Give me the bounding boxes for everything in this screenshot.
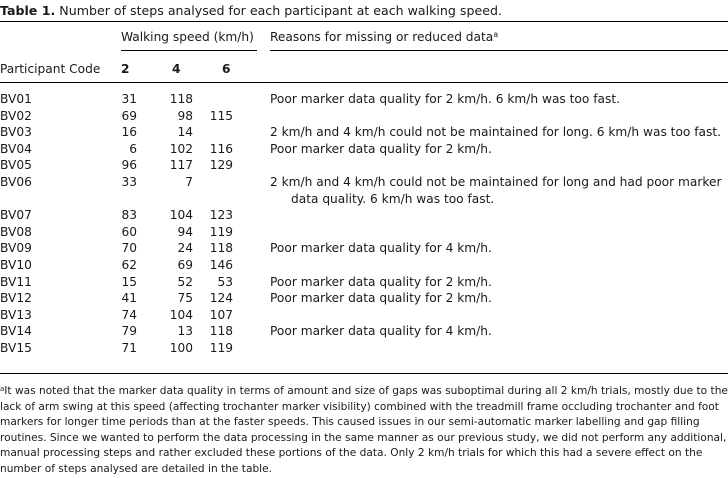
bottom-rule [0, 373, 728, 374]
steps-4kmh: 98 [177, 108, 193, 123]
header-bottom-rule [0, 82, 728, 83]
missing-data-reason: Poor marker data quality for 2 km/h. [270, 274, 492, 289]
missing-data-reason: Poor marker data quality for 4 km/h. [270, 324, 492, 339]
participant-code: BV15 [0, 341, 32, 355]
steps-2kmh: 96 [121, 158, 137, 173]
header-participant-code: Participant Code [0, 62, 101, 76]
table-label: Table 1. [0, 3, 56, 18]
steps-4kmh: 94 [177, 224, 193, 239]
steps-4kmh: 7 [185, 175, 193, 189]
participant-code: BV13 [0, 307, 32, 322]
steps-6kmh: 118 [209, 324, 233, 339]
table-caption-text: Number of steps analysed for each participant at each walking speed. [59, 3, 502, 18]
header-speed-4: 4 [172, 62, 181, 76]
steps-4kmh: 14 [177, 125, 193, 140]
participant-code: BV09 [0, 241, 32, 256]
steps-2kmh: 62 [121, 258, 137, 272]
top-rule [0, 21, 728, 22]
missing-data-reason-continued: data quality. 6 km/h was too fast. [291, 191, 495, 206]
header-reasons: Reasons for missing or reduced data$^a$ [270, 30, 499, 44]
footnote-text: It was noted that the marker data quality in terms of amount and size of gaps was suboptimal during all 2 km/h trials, mostly due to the lack of arm swing at this speed (affecting trochanter marker visibility) combined with the treadmill frame occluding trochanter and foot markers for longer time periods than at the faster speeds. This caused issues in our semi-automatic marker labelling and gap filling routines. Since we wanted to perform the data processing in the same manner as our previous study, we did not perform any additional, manual processing steps and rather excluded these portions of the data. Only 2 km/h trials for which this had a severe effect on the number of steps analysed are detailed in the table. [0, 385, 728, 475]
steps-2kmh: 16 [121, 125, 137, 140]
steps-6kmh: 123 [209, 208, 233, 223]
missing-data-reason: 2 km/h and 4 km/h could not be maintained for long. 6 km/h was too fast. [270, 125, 721, 140]
steps-2kmh: 83 [121, 208, 137, 223]
participant-code: BV12 [0, 291, 32, 306]
footnote [0, 384, 728, 478]
steps-2kmh: 31 [121, 92, 137, 106]
participant-code: BV14 [0, 324, 32, 339]
steps-4kmh: 102 [169, 141, 193, 156]
missing-data-reason: 2 km/h and 4 km/h could not be maintained for long and had poor marker [270, 175, 722, 189]
participant-code: BV05 [0, 158, 32, 173]
steps-2kmh: 69 [121, 108, 137, 123]
steps-2kmh: 6 [129, 141, 137, 156]
steps-4kmh: 75 [177, 291, 193, 306]
steps-2kmh: 74 [121, 307, 137, 322]
participant-code: BV10 [0, 258, 32, 272]
reasons-header-rule [270, 50, 728, 51]
missing-data-reason: Poor marker data quality for 2 km/h. 6 km/h was too fast. [270, 92, 620, 106]
participant-code: BV03 [0, 125, 32, 140]
missing-data-reason: Poor marker data quality for 4 km/h. [270, 241, 492, 256]
participant-code: BV02 [0, 108, 32, 123]
steps-6kmh: 146 [209, 258, 233, 272]
steps-4kmh: 104 [169, 307, 193, 322]
steps-6kmh: 118 [209, 241, 233, 256]
header-speed-6: 6 [222, 62, 231, 76]
steps-4kmh: 24 [177, 241, 193, 256]
speed-header-rule [121, 50, 257, 51]
steps-2kmh: 15 [121, 274, 137, 289]
steps-4kmh: 13 [177, 324, 193, 339]
participant-code: BV07 [0, 208, 32, 223]
steps-6kmh: 116 [209, 141, 233, 156]
steps-2kmh: 71 [121, 341, 137, 355]
participant-code: BV11 [0, 274, 32, 289]
steps-6kmh: 53 [217, 274, 233, 289]
steps-4kmh: 118 [169, 92, 193, 106]
steps-6kmh: 107 [209, 307, 233, 322]
steps-4kmh: 117 [169, 158, 193, 173]
missing-data-reason: Poor marker data quality for 2 km/h. [270, 291, 492, 306]
steps-2kmh: 60 [121, 224, 137, 239]
steps-2kmh: 41 [121, 291, 137, 306]
steps-6kmh: 115 [209, 108, 233, 123]
header-walking-speed: Walking speed (km/h) [121, 30, 254, 44]
header-speed-2: 2 [121, 62, 130, 76]
steps-4kmh: 104 [169, 208, 193, 223]
steps-4kmh: 52 [177, 274, 193, 289]
participant-code: BV06 [0, 175, 32, 189]
table-caption [0, 3, 728, 19]
footnote-marker: a [0, 385, 5, 393]
steps-4kmh: 69 [177, 258, 193, 272]
steps-4kmh: 100 [169, 341, 193, 355]
steps-2kmh: 79 [121, 324, 137, 339]
steps-6kmh: 119 [209, 224, 233, 239]
steps-6kmh: 124 [209, 291, 233, 306]
missing-data-reason: Poor marker data quality for 2 km/h. [270, 141, 492, 156]
participant-code: BV01 [0, 92, 32, 106]
participant-code: BV08 [0, 224, 32, 239]
steps-2kmh: 70 [121, 241, 137, 256]
steps-6kmh: 119 [209, 341, 233, 355]
participant-code: BV04 [0, 141, 32, 156]
steps-2kmh: 33 [121, 175, 137, 189]
steps-6kmh: 129 [209, 158, 233, 173]
